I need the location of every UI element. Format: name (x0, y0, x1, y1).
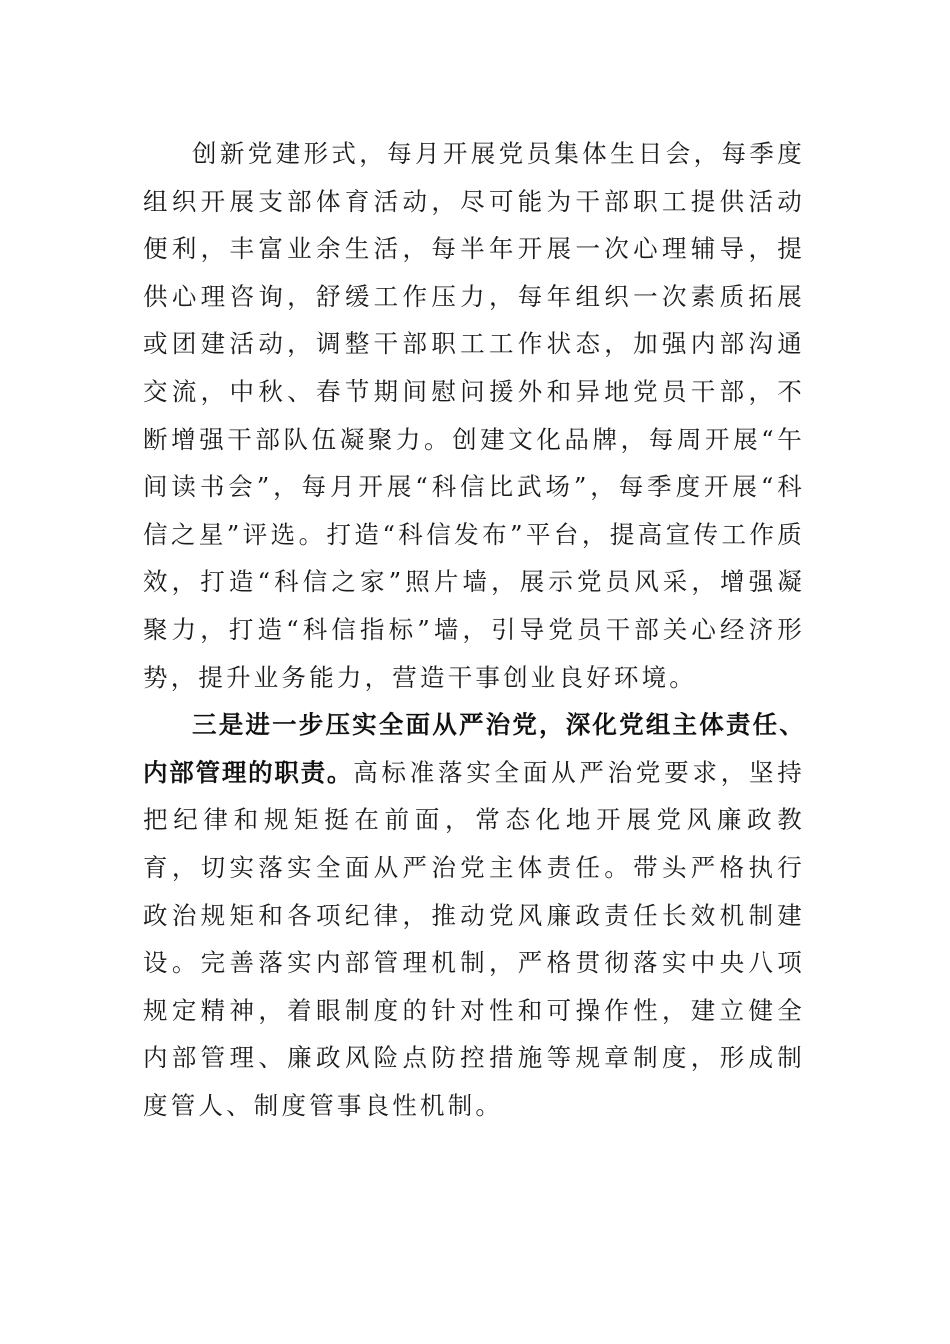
paragraph-strict-party-governance (143, 701, 805, 1129)
paragraph-body-strict-governance: 高标准落实全面从严治党要求，坚持把纪律和规矩挺在前面，常态化地开展党风廉政教育，切实落实全面从严治党主体责任。带头严格执行政治规矩和各项纪律，推动党风廉政责任长效机制建设。完善落实内部管理机制，严格贯彻落实中央八项规定精神，着眼制度的针对性和可操作性，建立健全内部管理、廉政风险点防控措施等规章制度，形成制度管人、制度管事良性机制。 (143, 757, 805, 1120)
document-body (143, 130, 805, 1129)
paragraph-party-building-culture: 创新党建形式，每月开展党员集体生日会，每季度组织开展支部体育活动，尽可能为干部职工提供活动便利，丰富业余生活，每半年开展一次心理辅导，提供心理咨询，舒缓工作压力，每年组织一次素质拓展或团建活动，调整干部职工工作状态，加强内部沟通交流，中秋、春节期间慰问援外和异地党员干部，不断增强干部队伍凝聚力。创建文化品牌，每周开展“午间读书会”，每月开展“科信比武场”，每季度开展“科信之星”评选。打造“科信发布”平台，提高宣传工作质效，打造“科信之家”照片墙，展示党员风采，增强凝聚力，打造“科信指标”墙，引导党员干部关心经济形势，提升业务能力，营造干事创业良好环境。 (143, 139, 805, 692)
section-heading-strict-governance: 三是进一步压实全面从严治党，深化党组主体责任、内部管理的职责。 (143, 710, 805, 787)
